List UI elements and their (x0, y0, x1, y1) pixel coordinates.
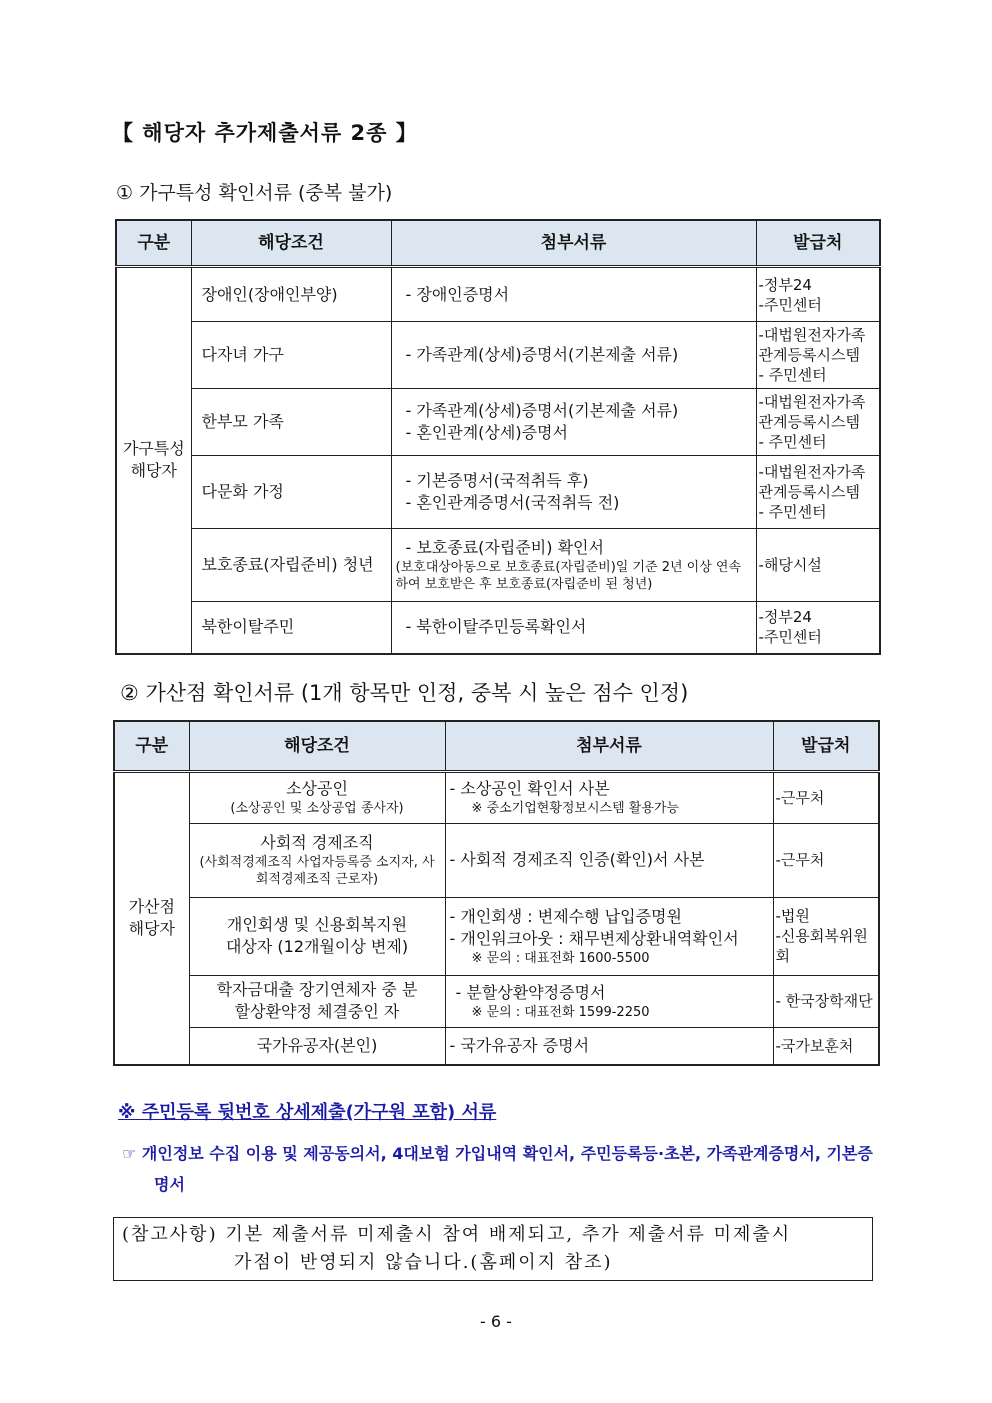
resident-number-note-body (122, 1138, 882, 1200)
documents-note: ※ 중소기업현황정보시스템 활용가능 (471, 801, 680, 816)
condition-cell: 다자녀 가구 (191, 322, 391, 389)
condition-note: (소상공인 및 소상공업 종사자) (230, 801, 404, 816)
table-row (114, 1027, 879, 1065)
issuer-cell: -정부24 -주민센터 (756, 267, 880, 322)
issuer-cell: -근무처 (773, 823, 879, 897)
documents-note: ※ 문의 : 대표전화 1600-5500 (471, 950, 650, 966)
header-condition: 해당조건 (189, 721, 445, 771)
documents-cell: - 북한이탈주민등록확인서 (391, 602, 756, 654)
table-header-row (116, 220, 880, 267)
resident-number-note-heading (118, 1098, 496, 1124)
household-table (115, 219, 881, 655)
bonus-table (113, 720, 880, 1066)
condition-cell: 북한이탈주민 (191, 602, 391, 654)
header-documents: 첨부서류 (391, 220, 756, 267)
table-row (116, 322, 880, 389)
section1-heading: ① 가구특성 확인서류 (중복 불가) (116, 182, 393, 204)
issuer-cell: -대법원전자가족관계등록시스템 - 주민센터 (756, 322, 880, 389)
group-label: 가산점 해당자 (114, 771, 189, 1065)
documents-note: (보호대상아동으로 보호종료(자립준비)일 기준 2년 이상 연속하여 보호받은 후 보호종료(자립준비 된 청년) (395, 560, 742, 592)
condition-cell: 한부모 가족 (191, 389, 391, 456)
condition-main: 소상공인 (286, 779, 348, 798)
documents-main: - 개인회생 : 변제수행 납입증명원 - 개인워크아웃 : 채무변제상환내역확인서 (449, 906, 739, 948)
header-issuer: 발급처 (773, 721, 879, 771)
reference-line-1: (참고사항) 기본 제출서류 미제출시 참여 배제되고, 추가 제출서류 미제출시 (122, 1224, 792, 1245)
documents-cell: - 사회적 경제조직 인증(확인)서 사본 (445, 823, 773, 897)
table-row (114, 771, 879, 823)
issuer-cell: -법원 -신용회복위원회 (773, 897, 879, 975)
reference-box (113, 1217, 873, 1281)
table-row (116, 602, 880, 654)
issuer-cell: -대법원전자가족관계등록시스템 - 주민센터 (756, 456, 880, 529)
documents-cell: - 국가유공자 증명서 (445, 1027, 773, 1065)
group-label: 가구특성 해당자 (116, 267, 191, 654)
issuer-cell: -정부24 -주민센터 (756, 602, 880, 654)
condition-cell: 다문화 가정 (191, 456, 391, 529)
condition-cell (189, 771, 445, 823)
issuer-cell: -국가보훈처 (773, 1027, 879, 1065)
documents-cell: - 가족관계(상세)증명서(기본제출 서류) - 혼인관계(상세)증명서 (391, 389, 756, 456)
table-row (116, 456, 880, 529)
issuer-cell: -해당시설 (756, 529, 880, 602)
header-issuer: 발급처 (756, 220, 880, 267)
condition-cell: 국가유공자(본인) (189, 1027, 445, 1065)
condition-cell: 학자금대출 장기연체자 중 분할상환약정 체결중인 자 (189, 975, 445, 1027)
documents-cell (445, 771, 773, 823)
documents-main: - 소상공인 확인서 사본 (449, 779, 610, 798)
documents-cell: - 장애인증명서 (391, 267, 756, 322)
header-condition: 해당조건 (191, 220, 391, 267)
documents-cell (391, 529, 756, 602)
reference-line-2: 가점이 반영되지 않습니다.(홈페이지 참조) (234, 1252, 613, 1273)
documents-cell (445, 897, 773, 975)
section2-heading: ② 가산점 확인서류 (1개 항목만 인정, 중복 시 높은 점수 인정) (120, 681, 689, 705)
table-row (116, 267, 880, 322)
table-row (116, 529, 880, 602)
documents-cell: - 가족관계(상세)증명서(기본제출 서류) (391, 322, 756, 389)
issuer-cell: -근무처 (773, 771, 879, 823)
table-row (114, 823, 879, 897)
documents-note: ※ 문의 : 대표전화 1599-2250 (471, 1004, 650, 1020)
page-number: - 6 - (480, 1312, 512, 1331)
condition-main: 사회적 경제조직 (260, 833, 374, 852)
condition-cell: 보호종료(자립준비) 청년 (191, 529, 391, 602)
header-documents: 첨부서류 (445, 721, 773, 771)
issuer-cell: - 한국장학재단 (773, 975, 879, 1027)
condition-note: (사회적경제조직 사업자등록증 소지자, 사회적경제조직 근로자) (199, 855, 435, 887)
table-row (114, 897, 879, 975)
table-row (114, 975, 879, 1027)
documents-cell: - 기본증명서(국적취득 후) - 혼인관계증명서(국적취득 전) (391, 456, 756, 529)
note-heading-text: ※ 주민등록 뒷번호 상세제출(가구원 포함) 서류 (118, 1102, 497, 1123)
condition-cell: 장애인(장애인부양) (191, 267, 391, 322)
header-category: 구분 (116, 220, 191, 267)
page-title: 【 해당자 추가제출서류 2종 】 (112, 121, 418, 145)
condition-cell: 개인회생 및 신용회복지원 대상자 (12개월이상 변제) (189, 897, 445, 975)
documents-main: - 분할상환약정증명서 (455, 982, 606, 1002)
header-category: 구분 (114, 721, 189, 771)
documents-main: - 보호종료(자립준비) 확인서 (405, 538, 604, 557)
note-body-text: ☞ 개인정보 수집 이용 및 제공동의서, 4대보험 가입내역 확인서, 주민등록등·초본, 가족관계증명서, 기본증명서 (122, 1144, 873, 1194)
table-row (116, 389, 880, 456)
issuer-cell: -대법원전자가족관계등록시스템 - 주민센터 (756, 389, 880, 456)
table-header-row (114, 721, 879, 771)
condition-cell (189, 823, 445, 897)
documents-cell (445, 975, 773, 1027)
